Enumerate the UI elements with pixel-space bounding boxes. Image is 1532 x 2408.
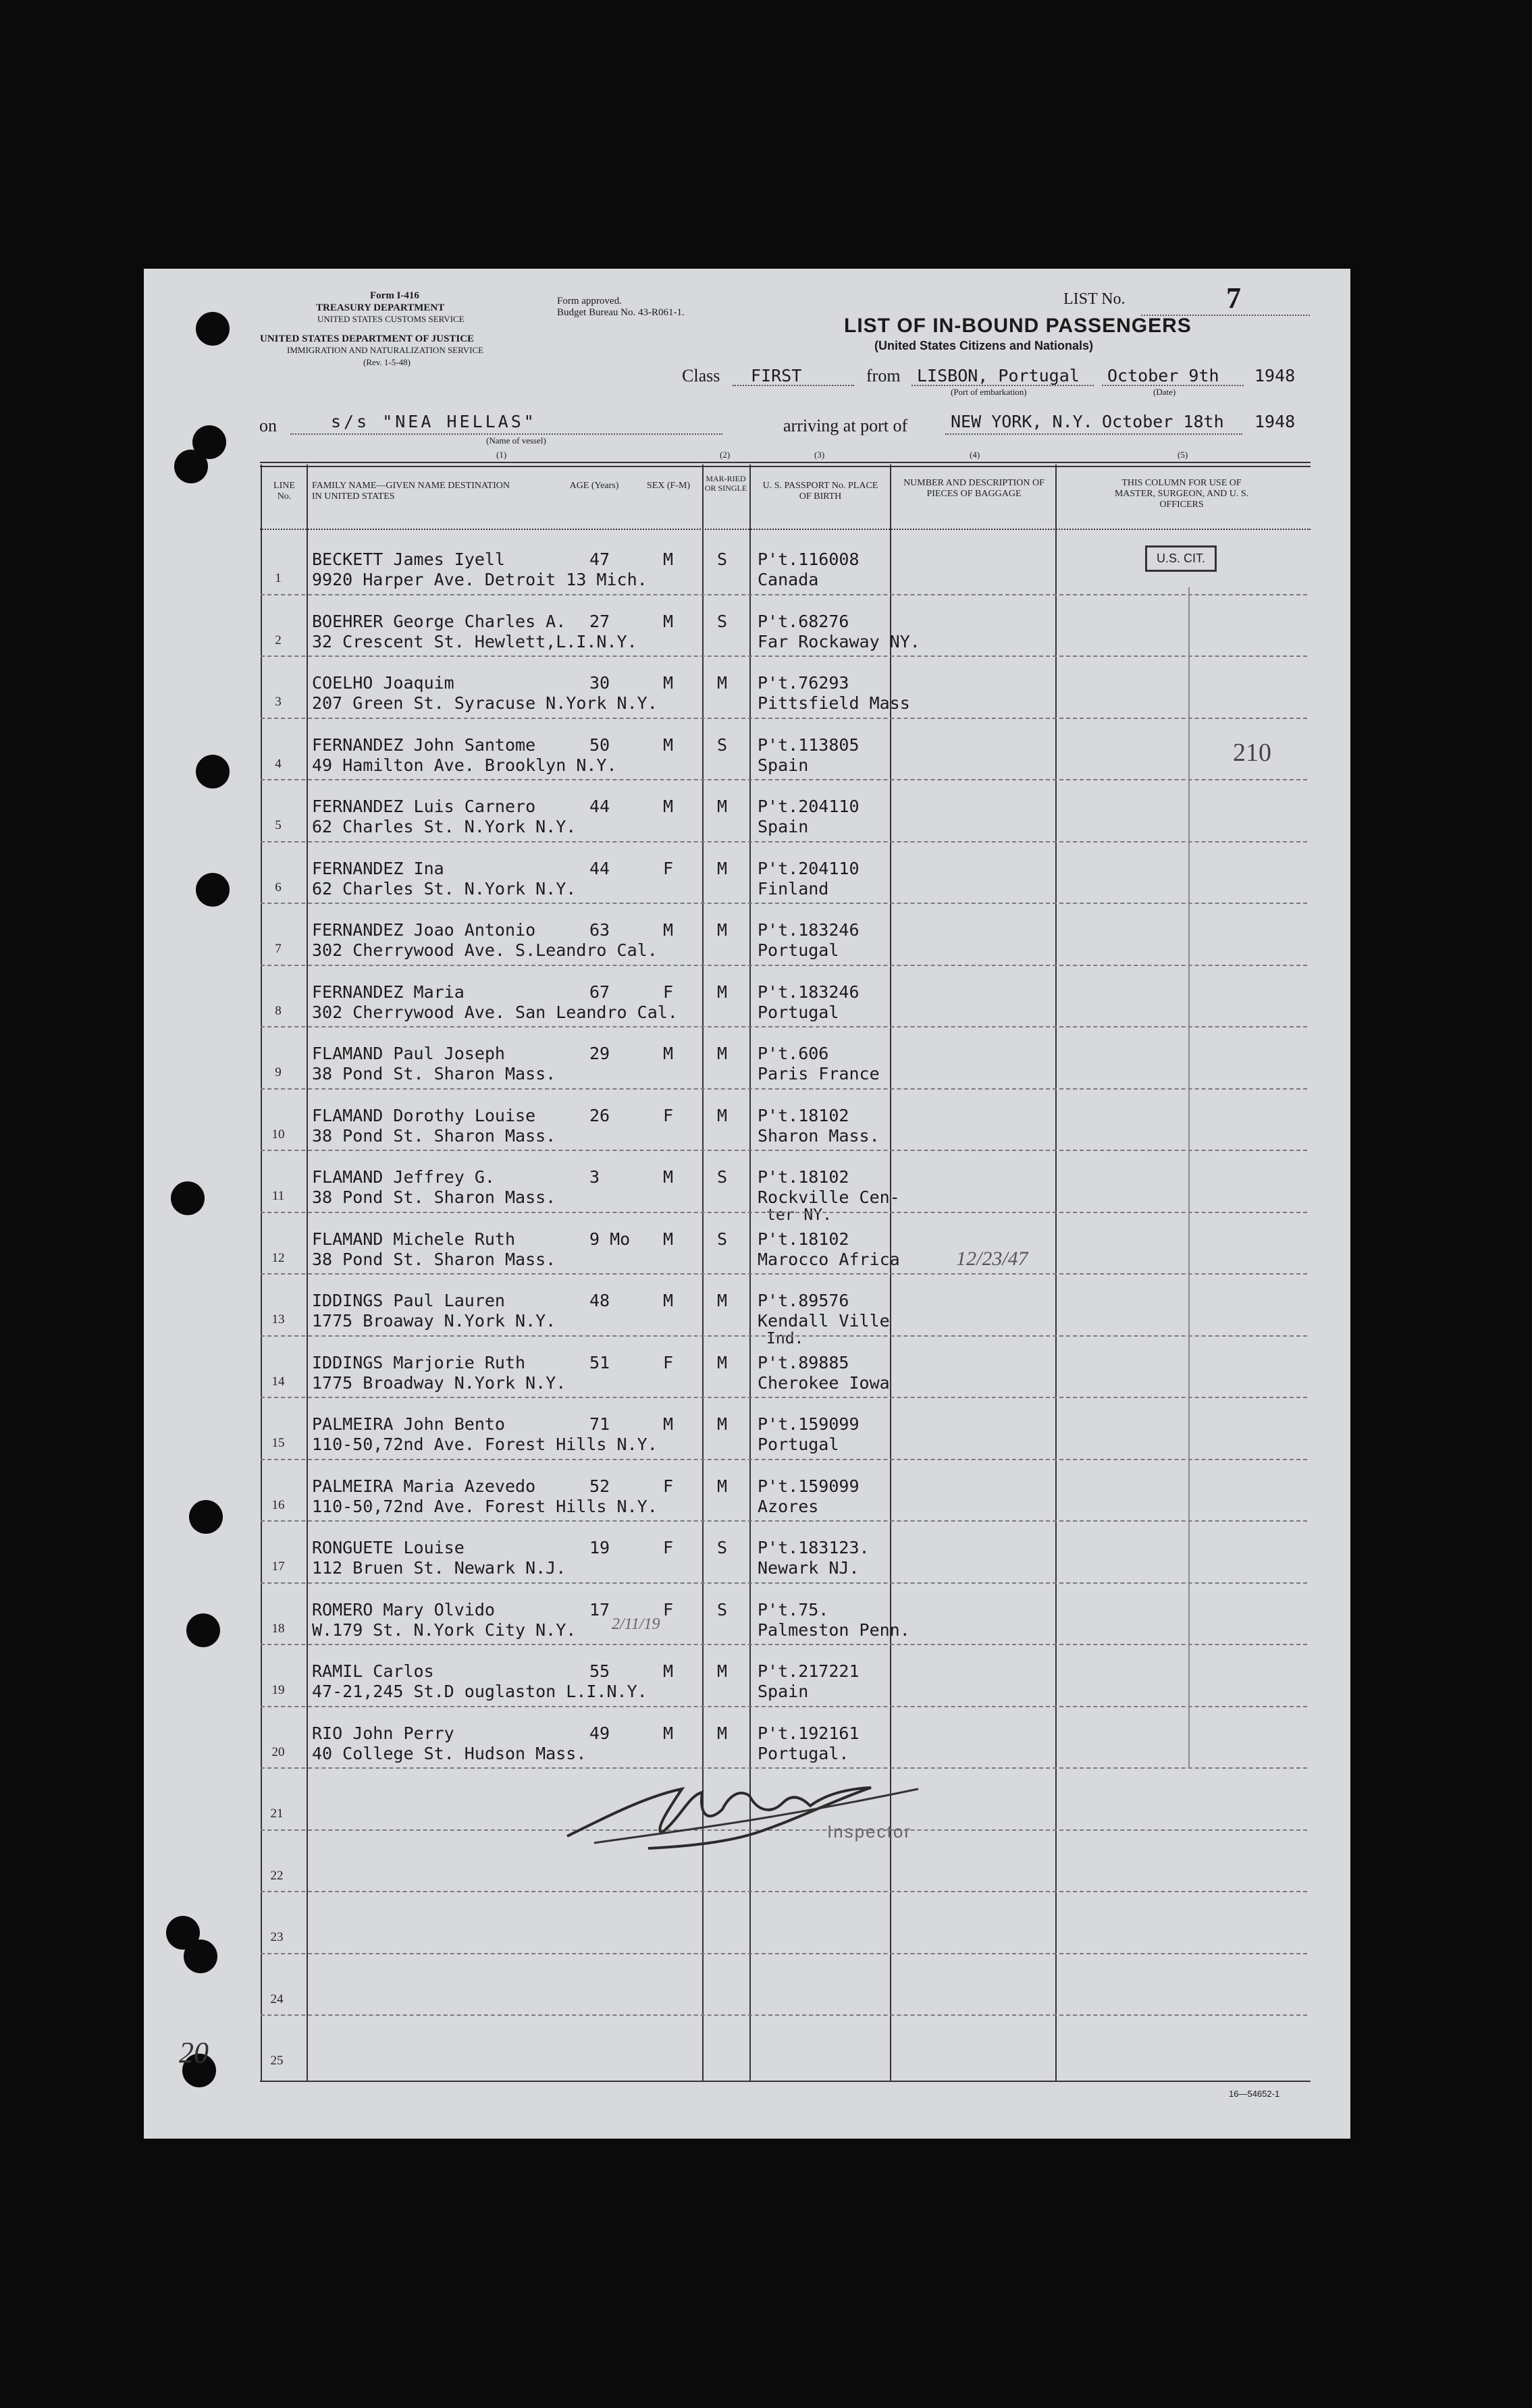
place-of-birth: Pittsfield Mass (758, 693, 910, 713)
line-number: 23 (270, 1930, 284, 1944)
passport-number: P't.183246 (758, 920, 860, 940)
place-of-birth: Portugal (758, 1435, 839, 1454)
passenger-sex: F (663, 1476, 674, 1496)
row-rule (261, 1335, 1307, 1337)
passenger-age: 48 (589, 1291, 610, 1310)
marital-status: M (717, 1044, 728, 1063)
header-sex: SEX (F-M) (646, 481, 691, 491)
passenger-sex: F (663, 1352, 674, 1372)
arrival-year: 1948 (1254, 412, 1296, 431)
destination-address: 62 Charles St. N.York N.Y. (312, 817, 577, 836)
officer-pencil-line (1188, 587, 1190, 1769)
row-rule (261, 903, 1307, 904)
us-citizen-stamp: U.S. CIT. (1145, 545, 1217, 572)
passport-number: P't.204110 (758, 858, 860, 878)
destination-address: 49 Hamilton Ave. Brooklyn N.Y. (312, 755, 617, 775)
line-number: 14 (271, 1374, 285, 1389)
passenger-name: RONGUETE Louise (312, 1538, 465, 1557)
passenger-age: 55 (589, 1661, 610, 1681)
col-num-5: (5) (1178, 450, 1188, 460)
punch-hole (184, 1939, 217, 1973)
form-approved: Form approved. (557, 296, 622, 306)
passenger-sex: F (663, 1538, 674, 1557)
row-rule (261, 1520, 1307, 1522)
header-officers: THIS COLUMN FOR USE OF MASTER, SURGEON, AND U. S. OFFICERS (1114, 478, 1249, 510)
place-of-birth: Spain (758, 1682, 809, 1701)
passenger-sex: M (663, 1291, 674, 1310)
row-rule (261, 965, 1307, 966)
vessel-caption: (Name of vessel) (486, 435, 546, 446)
row-rule (261, 779, 1307, 780)
header-age: AGE (Years) (569, 481, 619, 491)
date-line (1102, 385, 1244, 386)
marital-status: M (717, 1476, 728, 1496)
destination-address: 38 Pond St. Sharon Mass. (312, 1064, 556, 1083)
destination-address: W.179 St. N.York City N.Y. (312, 1620, 577, 1640)
passenger-name: FLAMAND Jeffrey G. (312, 1167, 495, 1187)
line-number: 13 (271, 1312, 285, 1327)
row-rule (261, 1026, 1307, 1027)
destination-address: 62 Charles St. N.York N.Y. (312, 878, 577, 899)
passenger-age: 26 (589, 1105, 610, 1125)
destination-address: 110-50,72nd Ave. Forest Hills N.Y. (312, 1435, 658, 1454)
passport-number: P't.18102 (758, 1229, 849, 1249)
place-of-birth: Palmeston Penn. (758, 1620, 910, 1640)
row-rule (261, 841, 1307, 842)
passenger-sex: F (663, 1599, 674, 1620)
place-of-birth: Spain (758, 755, 809, 775)
place-of-birth: Portugal. (758, 1743, 849, 1763)
marital-status: M (717, 673, 728, 693)
passenger-age: 50 (589, 734, 610, 755)
destination-address: 32 Crescent St. Hewlett,L.I.N.Y. (312, 631, 637, 651)
line-number: 10 (271, 1127, 285, 1142)
marital-status: S (717, 734, 728, 755)
vessel-line (290, 433, 722, 435)
marital-status: S (717, 611, 728, 631)
punch-hole (196, 873, 230, 907)
punch-hole (196, 312, 230, 346)
table-bottom-rule (260, 2081, 1311, 2082)
passenger-name: BOEHRER George Charles A. (312, 611, 566, 631)
marital-status: M (717, 1352, 728, 1372)
place-of-birth: Portugal (758, 940, 839, 960)
marital-status: S (717, 1229, 728, 1249)
line-number: 19 (271, 1683, 285, 1697)
handwritten-romero-note: 2/11/19 (612, 1615, 660, 1633)
footer-code: 16—54652-1 (1229, 2089, 1280, 2099)
list-no-label: LIST No. (1063, 290, 1126, 308)
passenger-name: RIO John Perry (312, 1723, 454, 1743)
passport-number: P't.75. (758, 1599, 829, 1620)
place-of-birth: Paris France (758, 1064, 880, 1083)
passenger-age: 17 (589, 1599, 610, 1620)
row-rule (261, 1706, 1307, 1707)
passport-number: P't.159099 (758, 1414, 860, 1434)
table-top-rule (260, 462, 1311, 463)
place-of-birth-cont: Ind. (766, 1330, 804, 1347)
passenger-name: FLAMAND Paul Joseph (312, 1044, 505, 1063)
justice-dept: UNITED STATES DEPARTMENT OF JUSTICE (260, 333, 475, 344)
place-of-birth: Far Rockaway NY. (758, 631, 920, 651)
punch-hole (186, 1613, 220, 1647)
destination-address: 38 Pond St. Sharon Mass. (312, 1187, 556, 1207)
passenger-age: 47 (589, 550, 610, 569)
row-rule (261, 1953, 1307, 1954)
place-of-birth: Finland (758, 878, 829, 899)
passenger-sex: M (663, 1414, 674, 1434)
passenger-age: 3 (589, 1167, 600, 1187)
passenger-sex: M (663, 920, 674, 940)
class-line (733, 385, 854, 386)
class-value: FIRST (751, 366, 802, 385)
handwritten-date-note: 12/23/47 (956, 1248, 1028, 1270)
document-title: LIST OF IN-BOUND PASSENGERS (844, 315, 1192, 337)
passenger-name: COELHO Joaquim (312, 673, 454, 693)
treasury-dept: TREASURY DEPARTMENT (316, 302, 445, 313)
passenger-name: FERNANDEZ Joao Antonio (312, 920, 536, 940)
row-rule (261, 1397, 1307, 1398)
marital-status: M (717, 1723, 728, 1743)
on-label: on (259, 416, 277, 435)
passenger-name: FLAMAND Michele Ruth (312, 1229, 516, 1249)
destination-address: 9920 Harper Ave. Detroit 13 Mich. (312, 570, 648, 589)
arrival-date: October 18th (1102, 412, 1224, 431)
passenger-name: FLAMAND Dorothy Louise (312, 1105, 536, 1125)
marital-status: M (717, 920, 728, 940)
row-rule (261, 1088, 1307, 1090)
punch-hole (196, 755, 230, 788)
line-number: 16 (271, 1497, 285, 1512)
header-passport: U. S. PASSPORT No. PLACE OF BIRTH (762, 481, 878, 502)
passenger-sex: M (663, 550, 674, 569)
destination-address: 110-50,72nd Ave. Forest Hills N.Y. (312, 1496, 658, 1516)
passenger-age: 19 (589, 1538, 610, 1557)
inspector-label: Inspector (827, 1821, 912, 1842)
table-top-rule-2 (260, 466, 1311, 467)
place-of-birth: Rockville Cen- (758, 1187, 900, 1207)
passenger-name: ROMERO Mary Olvido (312, 1599, 495, 1620)
destination-address: 112 Bruen St. Newark N.J. (312, 1558, 566, 1578)
marital-status: S (717, 1538, 728, 1557)
port-of-embarkation: LISBON, Portugal (917, 366, 1080, 385)
line-number: 3 (275, 695, 282, 709)
line-number: 25 (270, 2054, 284, 2068)
vessel-name: s/s "NEA HELLAS" (331, 412, 537, 431)
passenger-sex: M (663, 673, 674, 693)
place-of-birth-cont: ter NY. (766, 1206, 832, 1224)
passport-number: P't.18102 (758, 1167, 849, 1187)
place-of-birth: Newark NJ. (758, 1558, 860, 1578)
destination-address: 1775 Broadway N.York N.Y. (312, 1372, 566, 1393)
passport-number: P't.183123. (758, 1538, 870, 1557)
marital-status: M (717, 982, 728, 1002)
line-number: 8 (275, 1003, 282, 1018)
list-no-value: 7 (1226, 282, 1241, 315)
from-label: from (866, 366, 901, 385)
passport-number: P't.159099 (758, 1476, 860, 1496)
marital-status: M (717, 1105, 728, 1125)
place-of-birth: Spain (758, 817, 809, 836)
passport-number: P't.68276 (758, 611, 849, 631)
passenger-age: 9 Mo (589, 1229, 631, 1249)
passenger-age: 27 (589, 611, 610, 631)
line-number: 2 (275, 633, 282, 647)
punch-hole (171, 1181, 205, 1215)
passport-number: P't.192161 (758, 1723, 860, 1743)
passport-number: P't.606 (758, 1044, 829, 1063)
passenger-sex: M (663, 734, 674, 755)
passenger-age: 67 (589, 982, 610, 1002)
passenger-age: 63 (589, 920, 610, 940)
destination-address: 207 Green St. Syracuse N.York N.Y. (312, 693, 658, 713)
col-num-1: (1) (496, 450, 507, 460)
row-rule (261, 2014, 1307, 2016)
arrival-line (945, 433, 1242, 435)
line-number: 5 (275, 818, 282, 832)
col-num-4: (4) (970, 450, 980, 460)
passenger-age: 29 (589, 1044, 610, 1063)
passenger-sex: F (663, 858, 674, 878)
passenger-name: PALMEIRA Maria Azevedo (312, 1476, 536, 1496)
marital-status: S (717, 550, 728, 569)
destination-address: 38 Pond St. Sharon Mass. (312, 1249, 556, 1269)
class-label: Class (682, 366, 720, 385)
passenger-age: 71 (589, 1414, 610, 1434)
destination-address: 47-21,245 St.D ouglaston L.I.N.Y. (312, 1682, 648, 1701)
header-line-no: LINE No. (273, 481, 295, 502)
marital-status: S (717, 1167, 728, 1187)
arrival-port: NEW YORK, N.Y. (951, 412, 1093, 431)
header-married: MAR-RIED OR SINGLE (704, 474, 747, 493)
passenger-sex: M (663, 1044, 674, 1063)
punch-hole (189, 1500, 223, 1534)
ins-name: IMMIGRATION AND NATURALIZATION SERVICE (287, 345, 484, 355)
line-number: 22 (270, 1868, 284, 1883)
passenger-age: 44 (589, 858, 610, 878)
line-number: 9 (275, 1065, 282, 1079)
col-num-2: (2) (720, 450, 731, 460)
passenger-age: 30 (589, 673, 610, 693)
destination-address: 1775 Broaway N.York N.Y. (312, 1311, 556, 1331)
document-subtitle: (United States Citizens and Nationals) (874, 339, 1094, 352)
destination-address: 40 College St. Hudson Mass. (312, 1743, 587, 1763)
embarkation-date: October 9th (1107, 366, 1219, 385)
line-number: 6 (275, 880, 282, 894)
passport-number: P't.204110 (758, 797, 860, 816)
row-rule (261, 594, 1307, 595)
passenger-age: 51 (589, 1352, 610, 1372)
revision: (Rev. 1-5-48) (363, 357, 411, 367)
place-of-birth: Kendall Ville (758, 1311, 890, 1331)
row-rule (261, 655, 1307, 657)
passenger-name: FERNANDEZ John Santome (312, 734, 536, 755)
place-of-birth: Cherokee Iowa (758, 1372, 890, 1393)
passport-number: P't.183246 (758, 982, 860, 1002)
budget-bureau: Budget Bureau No. 43-R061-1. (557, 307, 685, 318)
port-line (912, 385, 1094, 386)
passenger-name: BECKETT James Iyell (312, 550, 505, 569)
place-of-birth: Sharon Mass. (758, 1125, 880, 1146)
passenger-age: 52 (589, 1476, 610, 1496)
passenger-name: IDDINGS Marjorie Ruth (312, 1352, 526, 1372)
row-rule (261, 1891, 1307, 1892)
row-rule (261, 1582, 1307, 1584)
passenger-sex: F (663, 1105, 674, 1125)
col-num-3: (3) (814, 450, 825, 460)
passport-number: P't.113805 (758, 734, 860, 755)
embarkation-year: 1948 (1254, 366, 1296, 385)
passenger-sex: F (663, 982, 674, 1002)
margin-note: 20 (179, 2036, 209, 2069)
line-number: 12 (271, 1250, 285, 1265)
row-rule (261, 1212, 1307, 1213)
passport-number: P't.217221 (758, 1661, 860, 1681)
place-of-birth: Marocco Africa (758, 1249, 900, 1269)
passenger-name: FERNANDEZ Luis Carnero (312, 797, 536, 816)
passenger-name: RAMIL Carlos (312, 1661, 434, 1681)
destination-address: 302 Cherrywood Ave. San Leandro Cal. (312, 1002, 678, 1022)
passport-number: P't.89885 (758, 1352, 849, 1372)
place-of-birth: Portugal (758, 1002, 839, 1022)
line-number: 15 (271, 1436, 285, 1450)
line-number: 20 (271, 1744, 285, 1759)
row-rule (261, 1150, 1307, 1151)
passenger-age: 49 (589, 1723, 610, 1743)
marital-status: M (717, 1414, 728, 1434)
passport-number: P't.76293 (758, 673, 849, 693)
passenger-name: FERNANDEZ Maria (312, 982, 465, 1002)
header-baggage: NUMBER AND DESCRIPTION OF PIECES OF BAGGAGE (903, 478, 1045, 499)
passport-number: P't.116008 (758, 550, 860, 569)
header-bottom-rule (260, 529, 1311, 530)
line-number: 24 (270, 1991, 284, 2006)
row-rule (261, 1644, 1307, 1645)
marital-status: M (717, 858, 728, 878)
line-number: 17 (271, 1559, 285, 1574)
line-number: 4 (275, 756, 282, 771)
line-number: 7 (275, 942, 282, 956)
passenger-sex: M (663, 1723, 674, 1743)
marital-status: M (717, 1661, 728, 1681)
line-number: 1 (275, 571, 282, 585)
form-number: Form I-416 (370, 290, 419, 301)
marital-status: M (717, 797, 728, 816)
line-number: 18 (271, 1621, 285, 1636)
passenger-name: IDDINGS Paul Lauren (312, 1291, 505, 1310)
passenger-name: FERNANDEZ Ina (312, 858, 444, 878)
passport-number: P't.18102 (758, 1105, 849, 1125)
header-name: FAMILY NAME—GIVEN NAME DESTINATION IN UNITED STATES (312, 481, 510, 502)
row-rule (261, 1273, 1307, 1275)
destination-address: 38 Pond St. Sharon Mass. (312, 1125, 556, 1146)
line-number: 11 (271, 1189, 285, 1203)
place-of-birth: Azores (758, 1496, 819, 1516)
passenger-age: 44 (589, 797, 610, 816)
customs-service: UNITED STATES CUSTOMS SERVICE (317, 314, 465, 324)
place-of-birth: Canada (758, 570, 819, 589)
date-caption: (Date) (1153, 387, 1176, 397)
passenger-sex: M (663, 797, 674, 816)
inspector-signature (554, 1769, 932, 1856)
row-rule (261, 718, 1307, 719)
passenger-name: PALMEIRA John Bento (312, 1414, 505, 1434)
marital-status: S (717, 1599, 728, 1620)
punch-hole (174, 450, 208, 483)
handwritten-210: 210 (1233, 739, 1271, 767)
passenger-sex: M (663, 611, 674, 631)
passport-number: P't.89576 (758, 1291, 849, 1310)
port-caption: (Port of embarkation) (951, 387, 1027, 397)
row-rule (261, 1459, 1307, 1460)
marital-status: M (717, 1291, 728, 1310)
destination-address: 302 Cherrywood Ave. S.Leandro Cal. (312, 940, 658, 960)
passenger-sex: M (663, 1167, 674, 1187)
passenger-sex: M (663, 1661, 674, 1681)
line-number: 21 (270, 1807, 284, 1821)
arriving-label: arriving at port of (783, 416, 908, 435)
passenger-sex: M (663, 1229, 674, 1249)
